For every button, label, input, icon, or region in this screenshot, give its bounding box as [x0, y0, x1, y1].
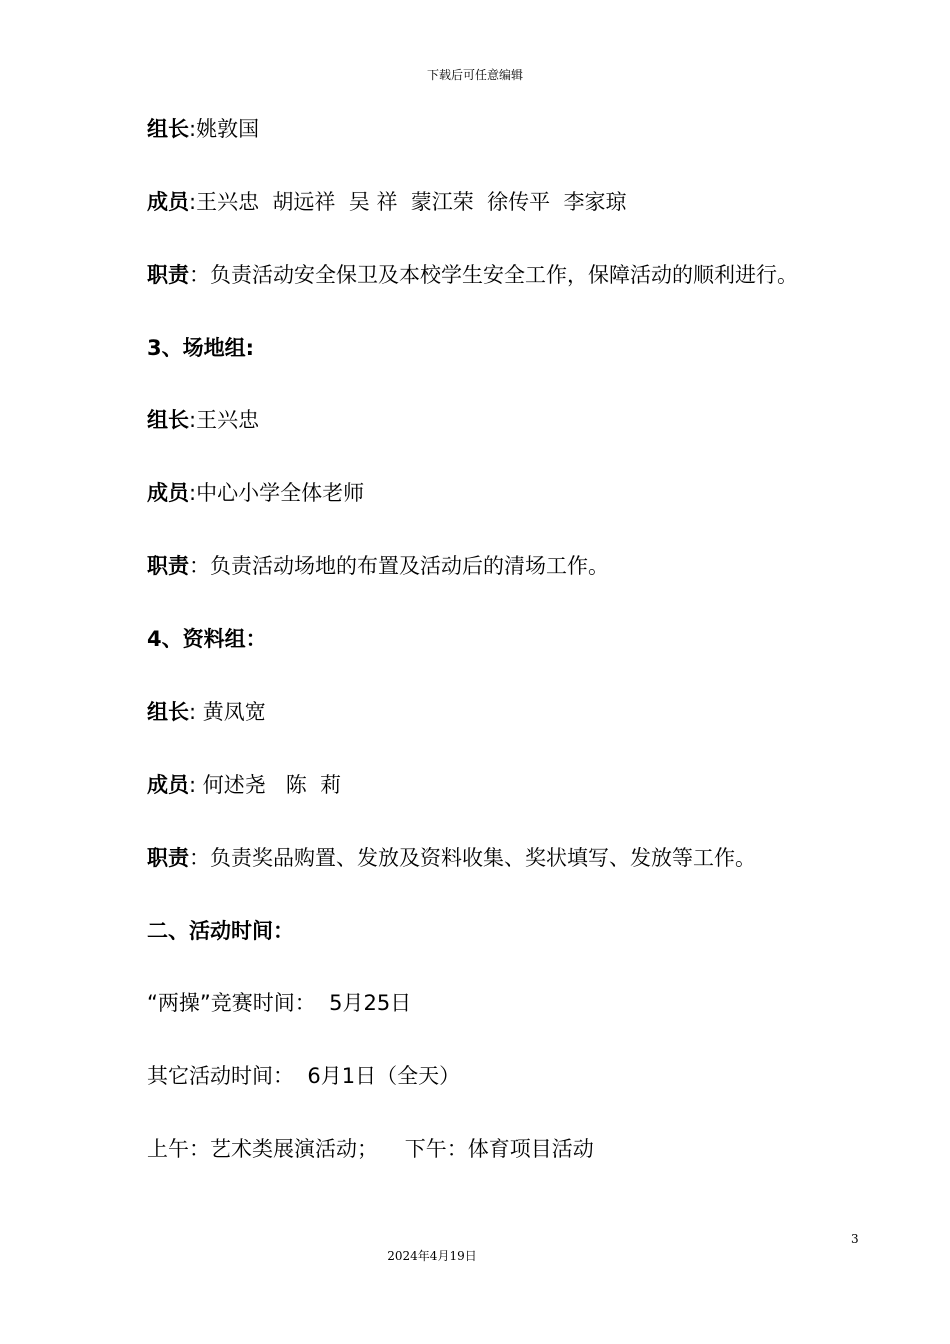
line-text: :王兴忠 — [189, 408, 260, 432]
line-competition-time: “两操”竞赛时间： 5月25日 — [147, 991, 412, 1015]
page-number: 3 — [851, 1232, 859, 1246]
line-morning-afternoon-schedule: 上午：艺术类展演活动； 下午：体育项目活动 — [147, 1137, 594, 1161]
line-text: : 黄凤宽 — [189, 700, 266, 724]
line-duty-3 — [147, 844, 756, 872]
line-members-3 — [147, 771, 341, 799]
line-duty-2 — [147, 552, 609, 580]
line-label: 成员 — [147, 481, 189, 505]
line-text: ：负责活动安全保卫及本校学生安全工作，保障活动的顺利进行。 — [189, 263, 798, 287]
line-label: 组长 — [147, 117, 189, 141]
line-group-leader-1 — [147, 115, 259, 143]
line-text: :姚敦国 — [189, 117, 260, 141]
line-duty-1 — [147, 261, 798, 289]
line-label: 成员 — [147, 190, 189, 214]
section-heading-time: 二、活动时间： — [147, 919, 294, 943]
line-other-activities-time: 其它活动时间： 6月1日（全天） — [147, 1064, 461, 1088]
line-label: 职责 — [147, 846, 189, 870]
line-text: ：负责活动场地的布置及活动后的清场工作。 — [189, 554, 609, 578]
line-members-1 — [147, 188, 627, 216]
line-label: 职责 — [147, 554, 189, 578]
line-label: 成员 — [147, 773, 189, 797]
section-heading-venue: 3、场地组: — [147, 336, 255, 360]
line-text: : 何述尧 陈 莉 — [189, 773, 342, 797]
line-text: ：负责奖品购置、发放及资料收集、奖状填写、发放等工作。 — [189, 846, 756, 870]
line-label: 组长 — [147, 700, 189, 724]
line-label: 组长 — [147, 408, 189, 432]
section-heading-materials: 4、资料组： — [147, 627, 267, 651]
line-group-leader-3 — [147, 698, 266, 726]
line-members-2 — [147, 479, 364, 507]
page-footer-date: 2024年4月19日 — [387, 1249, 477, 1263]
line-group-leader-2 — [147, 406, 259, 434]
line-text: :中心小学全体老师 — [189, 481, 365, 505]
line-text: :王兴忠 胡远祥 吴 祥 蒙江荣 徐传平 李家琼 — [189, 190, 627, 214]
line-label: 职责 — [147, 263, 189, 287]
page-header: 下载后可任意编辑 — [426, 68, 523, 82]
